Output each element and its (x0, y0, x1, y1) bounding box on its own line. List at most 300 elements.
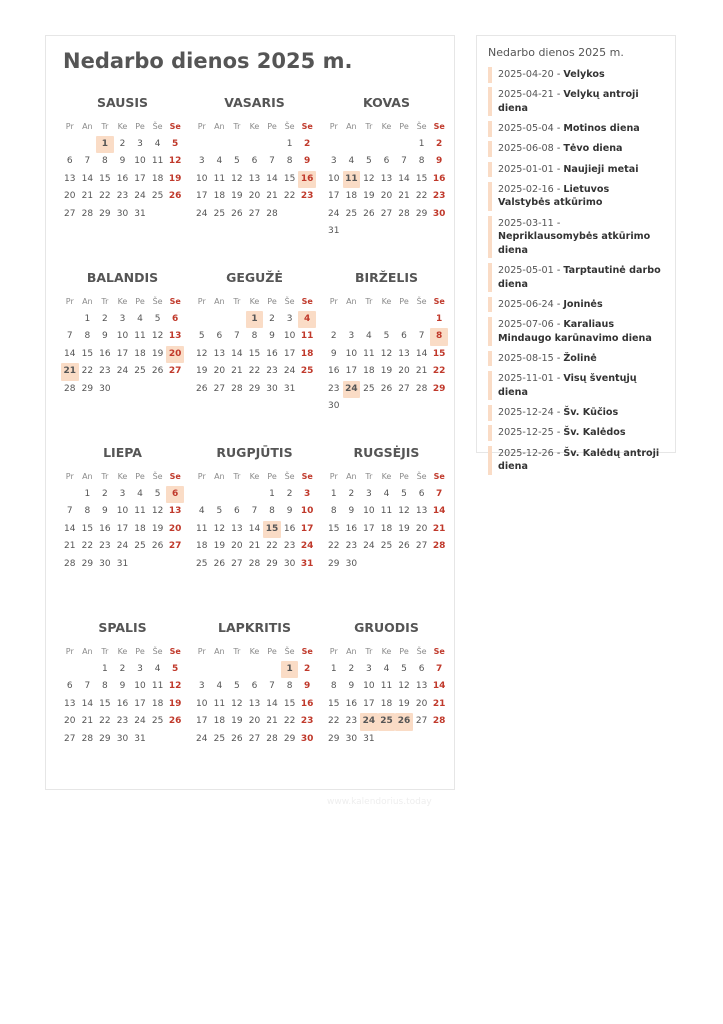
day-cell: 3 (366, 488, 372, 499)
holiday-date: 2025-12-26 (498, 447, 554, 459)
day-cell: 8 (102, 681, 108, 691)
month-name: GRUODIS (354, 620, 419, 635)
day-cell: 1 (330, 663, 337, 674)
empty-cell (378, 311, 396, 329)
day-cell: 14 (231, 348, 243, 359)
watermark: www.kalendorius.today (327, 797, 432, 807)
weekday-label: Tr (233, 297, 241, 306)
day-cell: 21 (266, 191, 278, 201)
day-cell: 16 (116, 698, 129, 709)
empty-cell (378, 731, 396, 749)
day-cell: 19 (380, 366, 393, 376)
day-cell-holiday: 24 (343, 381, 361, 399)
day-cell: 11 (213, 173, 226, 184)
weekday-label: Še (152, 647, 163, 656)
weekday-label: Se (169, 472, 181, 481)
weekday-header (325, 468, 448, 486)
day-cell: 27 (380, 208, 393, 219)
week-row (61, 661, 184, 679)
day-cell: 9 (286, 506, 293, 516)
day-cell: 25 (363, 383, 375, 394)
day-cell: 27 (415, 716, 428, 726)
day-cell: 9 (330, 348, 337, 359)
month-3 (325, 94, 448, 241)
weekday-label: Ke (381, 472, 392, 481)
empty-cell (395, 398, 413, 416)
weekday-label: Ke (381, 297, 392, 306)
week-row (193, 661, 316, 679)
week-row (325, 206, 448, 224)
weekday-header (61, 643, 184, 661)
empty-cell (246, 486, 264, 504)
day-cell: 28 (415, 383, 428, 394)
day-cell: 27 (64, 208, 76, 219)
day-cell: 7 (436, 488, 443, 499)
day-cell: 4 (137, 488, 143, 499)
day-cell: 17 (300, 523, 314, 534)
day-cell: 9 (348, 506, 355, 516)
day-cell-holiday: 24 (360, 713, 378, 731)
day-cell: 7 (269, 681, 275, 691)
day-cell: 4 (216, 681, 223, 691)
weekday-header (325, 643, 448, 661)
day-cell: 4 (383, 488, 390, 499)
month-12 (325, 619, 448, 748)
day-cell: 23 (266, 366, 278, 376)
day-cell: 3 (348, 331, 355, 341)
day-cell: 8 (286, 156, 293, 166)
weekday-label: Se (301, 122, 313, 131)
holiday-name: Naujieji metai (563, 163, 639, 175)
day-cell: 11 (151, 681, 164, 691)
day-cell: 23 (345, 716, 358, 726)
day-cell: 15 (81, 523, 94, 534)
weekday-label: Pe (135, 122, 145, 131)
day-cell: 7 (66, 331, 73, 341)
day-cell-holiday: 8 (430, 328, 448, 346)
month-name: RUGSĖJIS (353, 445, 420, 460)
day-cell: 2 (119, 138, 126, 149)
holiday-date: 2025-02-16 (498, 183, 554, 195)
day-cell: 9 (119, 156, 126, 166)
weekday-label: Ke (117, 472, 128, 481)
holiday-item: 2025-12-24 - Šv. Kūčios (488, 405, 663, 421)
week-row (61, 363, 184, 381)
holiday-name: Šv. Kalėdų antroji diena (498, 447, 660, 473)
empty-cell (298, 381, 316, 399)
day-cell: 18 (345, 191, 358, 201)
day-cell: 19 (168, 698, 182, 709)
day-cell: 26 (168, 191, 182, 201)
weekday-label: Tr (365, 122, 373, 131)
empty-cell (395, 311, 413, 329)
day-cell: 22 (81, 366, 94, 376)
day-cell-holiday: 1 (281, 661, 299, 679)
holiday-date: 2025-07-06 (498, 319, 554, 331)
holiday-item: 2025-12-25 - Šv. Kalėdos (488, 425, 663, 441)
day-cell: 17 (328, 191, 340, 201)
month-day-grid (325, 118, 448, 241)
empty-cell (149, 381, 167, 399)
day-cell: 27 (248, 208, 261, 219)
empty-cell (395, 556, 413, 574)
day-cell: 15 (81, 348, 94, 359)
day-cell: 6 (216, 331, 223, 341)
day-cell: 28 (398, 208, 410, 219)
day-cell: 3 (304, 488, 311, 499)
weekday-label: Se (301, 647, 313, 656)
day-cell: 23 (116, 716, 129, 726)
empty-cell (228, 661, 246, 679)
weekday-label: Se (169, 647, 181, 656)
empty-cell (298, 206, 316, 224)
day-cell: 4 (383, 663, 390, 674)
day-cell: 10 (116, 506, 129, 516)
day-cell: 13 (213, 348, 226, 359)
day-cell: 22 (328, 541, 340, 551)
day-cell: 14 (266, 698, 278, 709)
day-cell: 13 (248, 698, 261, 709)
day-cell: 13 (231, 523, 243, 534)
empty-cell (413, 398, 431, 416)
empty-cell (149, 206, 167, 224)
day-cell: 22 (432, 366, 446, 376)
day-cell: 25 (213, 733, 226, 744)
month-day-grid (193, 468, 316, 573)
week-row (61, 328, 184, 346)
day-cell: 2 (286, 488, 293, 499)
day-cell: 16 (328, 366, 340, 376)
day-cell: 28 (248, 558, 261, 569)
weekday-label: Pe (267, 122, 277, 131)
day-cell: 7 (269, 156, 275, 166)
week-row (61, 538, 184, 556)
day-cell: 25 (300, 366, 314, 376)
weekday-label: Ke (249, 122, 260, 131)
weekday-header (193, 468, 316, 486)
day-cell: 22 (81, 541, 94, 551)
day-cell: 5 (154, 488, 161, 499)
day-cell: 5 (401, 488, 407, 499)
month-name: BIRŽELIS (354, 270, 419, 285)
day-cell: 26 (168, 716, 182, 726)
day-cell: 28 (81, 733, 94, 744)
holiday-item: 2025-04-21 - Velykų antroji diena (488, 87, 663, 116)
holiday-item: 2025-05-01 - Tarptautinė darbo diena (488, 263, 663, 292)
weekday-label: Še (284, 647, 295, 656)
empty-cell (430, 223, 448, 241)
day-cell: 15 (283, 173, 296, 184)
day-cell: 24 (134, 716, 146, 726)
day-cell: 27 (168, 541, 182, 551)
month-9 (325, 444, 448, 573)
day-cell: 25 (380, 541, 393, 551)
day-cell: 17 (196, 191, 208, 201)
empty-cell (246, 661, 264, 679)
day-cell: 10 (300, 506, 314, 516)
day-cell: 9 (436, 156, 443, 166)
day-cell: 30 (116, 733, 129, 744)
week-row (325, 521, 448, 539)
weekday-label: Ke (381, 122, 392, 131)
day-cell: 5 (234, 156, 240, 166)
day-cell: 25 (151, 716, 164, 726)
week-row (61, 713, 184, 731)
day-cell: 28 (231, 383, 243, 394)
week-row (193, 171, 316, 189)
day-cell: 6 (172, 313, 179, 324)
weekday-label: Pr (197, 297, 206, 306)
week-row (61, 171, 184, 189)
day-cell: 5 (234, 681, 240, 691)
day-cell: 14 (64, 523, 76, 534)
day-cell: 12 (380, 348, 393, 359)
day-cell: 5 (216, 506, 223, 516)
day-cell: 20 (64, 191, 76, 201)
week-row (325, 696, 448, 714)
weekday-label: Pr (65, 122, 74, 131)
day-cell: 10 (328, 173, 340, 184)
holiday-date: 2025-06-24 (498, 298, 554, 310)
day-cell: 21 (398, 191, 410, 201)
day-cell: 7 (84, 156, 91, 166)
day-cell: 2 (348, 488, 355, 499)
day-cell: 8 (330, 506, 337, 516)
empty-cell (193, 486, 211, 504)
day-cell: 15 (248, 348, 261, 359)
weekday-header (193, 118, 316, 136)
day-cell: 28 (64, 383, 76, 394)
empty-cell (360, 223, 378, 241)
holiday-item: 2025-12-26 - Šv. Kalėdų antroji diena (488, 446, 663, 475)
day-cell: 19 (398, 523, 410, 534)
weekday-label: Ke (381, 647, 392, 656)
empty-cell (166, 556, 184, 574)
empty-cell (343, 223, 361, 241)
day-cell: 27 (398, 383, 410, 394)
weekday-label: Pe (135, 647, 145, 656)
day-cell: 15 (432, 348, 446, 359)
day-cell: 2 (304, 663, 311, 674)
day-cell: 2 (102, 488, 108, 499)
month-name: RUGPJŪTIS (216, 445, 293, 460)
weekday-label: Pe (399, 297, 409, 306)
day-cell: 11 (134, 331, 146, 341)
day-cell: 14 (64, 348, 76, 359)
day-cell-holiday: 4 (298, 311, 316, 329)
month-day-grid (193, 643, 316, 748)
day-cell: 26 (398, 541, 410, 551)
day-cell: 23 (99, 541, 111, 551)
weekday-label: Pr (329, 297, 338, 306)
empty-cell (193, 661, 211, 679)
day-cell: 1 (84, 488, 91, 499)
week-row (193, 696, 316, 714)
weekday-label: Ke (249, 647, 260, 656)
day-cell: 19 (363, 191, 375, 201)
day-cell: 7 (234, 331, 240, 341)
day-cell: 19 (398, 698, 410, 709)
weekday-label: Se (169, 297, 181, 306)
empty-cell (378, 223, 396, 241)
empty-cell (395, 731, 413, 749)
day-cell: 14 (398, 173, 410, 184)
day-cell: 19 (231, 716, 243, 726)
day-cell: 8 (84, 331, 91, 341)
weekday-label: Pe (267, 472, 277, 481)
empty-cell (395, 136, 413, 154)
weekday-header (325, 118, 448, 136)
day-cell: 15 (415, 173, 428, 184)
weekday-label: Tr (233, 472, 241, 481)
day-cell: 24 (196, 208, 208, 219)
day-cell: 8 (102, 156, 108, 166)
month-4 (61, 269, 184, 398)
empty-cell (360, 556, 378, 574)
week-row (61, 556, 184, 574)
month-day-grid (325, 468, 448, 573)
weekday-label: An (214, 472, 225, 481)
month-name: LAPKRITIS (218, 620, 291, 635)
day-cell: 30 (345, 733, 358, 744)
weekday-label: An (346, 472, 357, 481)
day-cell: 23 (345, 541, 358, 551)
day-cell: 12 (151, 506, 164, 516)
day-cell: 29 (283, 733, 296, 744)
empty-cell (413, 311, 431, 329)
month-day-grid (325, 643, 448, 748)
empty-cell (263, 136, 281, 154)
day-cell: 3 (286, 313, 293, 324)
day-cell: 2 (304, 138, 311, 149)
week-row (193, 486, 316, 504)
week-row (325, 311, 448, 329)
day-cell: 1 (84, 313, 91, 324)
week-row (193, 503, 316, 521)
day-cell: 14 (432, 506, 446, 516)
day-cell: 19 (168, 173, 182, 184)
day-cell: 20 (415, 523, 428, 534)
day-cell: 10 (283, 331, 296, 341)
empty-cell (61, 136, 79, 154)
day-cell: 19 (196, 366, 208, 376)
day-cell: 9 (102, 331, 108, 341)
week-row (193, 206, 316, 224)
week-row (325, 731, 448, 749)
weekday-label: Pe (399, 647, 409, 656)
day-cell: 22 (328, 716, 340, 726)
day-cell: 27 (168, 366, 182, 376)
holiday-name: Joninės (563, 298, 603, 310)
day-cell-holiday: 6 (166, 486, 184, 504)
day-cell-holiday: 21 (61, 363, 79, 381)
day-cell: 25 (213, 208, 226, 219)
day-cell: 9 (348, 681, 355, 691)
day-cell: 20 (168, 523, 182, 534)
day-cell: 25 (151, 191, 164, 201)
holiday-name: Velykų antroji diena (498, 89, 639, 114)
day-cell: 26 (151, 366, 164, 376)
day-cell: 22 (415, 191, 428, 201)
empty-cell (166, 381, 184, 399)
weekday-label: Pr (197, 122, 206, 131)
weekday-label: Tr (365, 297, 373, 306)
empty-cell (114, 381, 132, 399)
month-10 (61, 619, 184, 748)
week-row (61, 381, 184, 399)
week-row (325, 486, 448, 504)
weekday-label: Ke (249, 297, 260, 306)
day-cell: 28 (81, 208, 94, 219)
empty-cell (79, 661, 97, 679)
week-row (325, 171, 448, 189)
day-cell: 10 (134, 681, 146, 691)
day-cell: 12 (398, 506, 410, 516)
week-row (61, 311, 184, 329)
week-row (61, 346, 184, 364)
day-cell: 8 (84, 506, 91, 516)
empty-cell (413, 731, 431, 749)
empty-cell (360, 311, 378, 329)
day-cell: 29 (328, 733, 340, 744)
day-cell: 6 (383, 156, 390, 166)
week-row (61, 136, 184, 154)
holiday-name: Karaliaus Mindaugo karūnavimo diena (498, 319, 652, 344)
weekday-label: Še (284, 297, 295, 306)
day-cell: 17 (283, 348, 296, 359)
day-cell: 29 (81, 558, 94, 569)
week-row (193, 328, 316, 346)
month-name: GEGUŽĖ (226, 270, 283, 285)
day-cell: 7 (436, 663, 443, 674)
day-cell: 24 (116, 366, 129, 376)
week-row (193, 381, 316, 399)
weekday-label: Pe (267, 297, 277, 306)
day-cell: 14 (248, 523, 261, 534)
day-cell: 13 (168, 331, 182, 341)
day-cell: 18 (380, 698, 393, 709)
weekday-label: An (214, 297, 225, 306)
empty-cell (360, 398, 378, 416)
weekday-label: Pr (197, 647, 206, 656)
empty-cell (360, 136, 378, 154)
holiday-name: Motinos diena (563, 123, 640, 135)
day-cell: 5 (366, 156, 372, 166)
month-day-grid (193, 118, 316, 223)
day-cell: 7 (418, 331, 425, 341)
weekday-label: Pe (135, 297, 145, 306)
weekday-label: An (82, 122, 93, 131)
weekday-header (193, 643, 316, 661)
day-cell: 7 (401, 156, 407, 166)
day-cell: 17 (116, 348, 129, 359)
day-cell: 22 (283, 716, 296, 726)
day-cell: 14 (81, 698, 94, 709)
day-cell: 18 (300, 348, 314, 359)
day-cell: 8 (269, 506, 275, 516)
empty-cell (211, 311, 229, 329)
weekday-label: An (346, 122, 357, 131)
holiday-item: 2025-06-24 - Joninės (488, 297, 663, 313)
day-cell: 10 (196, 698, 208, 709)
day-cell: 14 (415, 348, 428, 359)
day-cell: 19 (151, 523, 164, 534)
empty-cell (228, 486, 246, 504)
day-cell: 17 (363, 698, 375, 709)
day-cell: 6 (418, 488, 425, 499)
day-cell: 10 (196, 173, 208, 184)
day-cell: 18 (380, 523, 393, 534)
